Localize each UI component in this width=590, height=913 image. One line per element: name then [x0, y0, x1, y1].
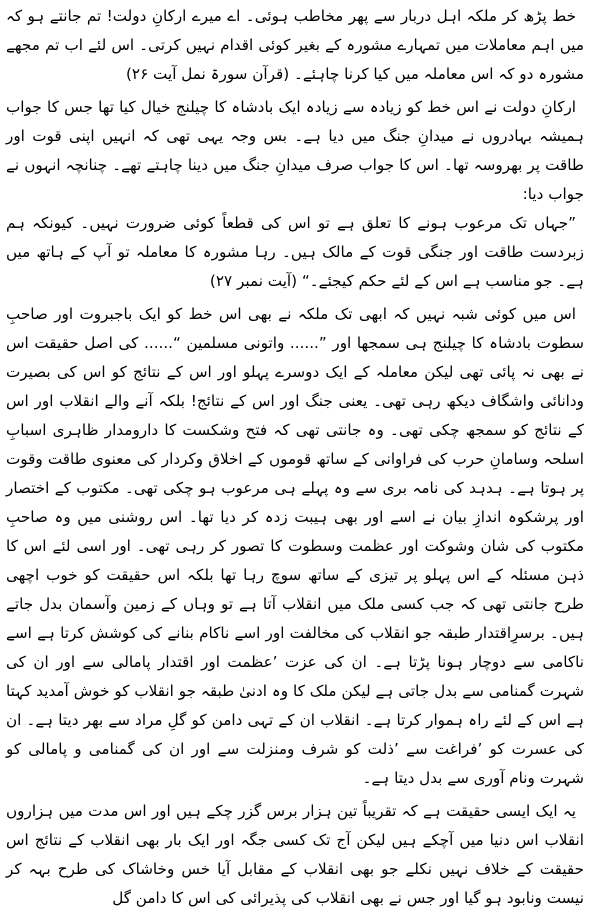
paragraph-ministers-reply-quote: ”جہاں تک مرعوب ہونے کا تعلق ہے تو اس کی قطعاً کوئی ضرورت نہیں۔ کیونکہ ہم زبردست طاقت اور جنگی قوت کے مالک ہیں۔ رہا مشورہ کا معاملہ تو آپ کے ہاتھ میں ہے۔ جو مناسب ہے اس کے لئے حکم کیجئے۔“ (آیت نمبر ۲۷)	[6, 214, 584, 290]
paragraph-queen-insight: اس میں کوئی شبہ نہیں کہ ابھی تک ملکہ نے بھی اس خط کو ایک باجبروت اور صاحبِ سطوت بادشاہ کا چیلنج ہی سمجھا اور ”...... واتونی مسلمین “...... کی اصل حقیقت اس نے بھی نہ پائی تھی لیکن معاملہ کے ایک دوسرے پہلو اور اس کے نتائج کو اس کی بصیرت ودانائی واشگاف دیکھ رہی تھی۔ یعنی جنگ اور اس کے نتائج! بلکہ آنے والے انقلاب اور اس کے نتائج کو سمجھ چکی تھی۔ وہ جانتی تھی کہ فتح وشکست کا دارومدار ظاہری اسبابِ اسلحہ وسامانِ حرب کی فراوانی کے ساتھ قوموں کے اخلاق وکردار کی معنوی طاقت وقوت پر ہوتا ہے۔ ہدہد کی نامہ بری سے وہ پہلے ہی مرعوب ہو چکی تھی۔ مکتوب کے اختصار اور پرشکوہ اندازِ بیان نے اسے اور بھی ہیبت زدہ کر دیا تھا۔ اس روشنی میں وہ صاحبِ مکتوب کی شان وشوکت اور عظمت وسطوت کا تصور کر رہی تھی۔ اور اسی لئے اس کا ذہن مسئلہ کے اس پہلو پر تیزی کے ساتھ سوچ رہا تھا بلکہ اس حقیقت کو خوب اچھی طرح جانتی تھی کہ جب کسی ملک میں انقلاب آتا ہے تو وہاں کے زمین وآسمان بدل جاتے ہیں۔ برسرِاقتدار طبقہ جو انقلاب کی مخالفت اور اسے ناکام بنانے کی کوشش کرتا ہے اسے ناکامی سے دوچار ہونا پڑتا ہے۔ ان کی عزت ’عظمت اور اقتدار پامالی سے اور ان کی شہرت گمنامی سے بدل جاتی ہے لیکن ملک کا وہ ادنیٰ طبقہ جو انقلاب کو خوش آمدید کہتا ہے اس کے لئے راہ ہموار کرتا ہے۔ انقلاب ان کے تہی دامن کو گلِ مراد سے بھر دیتا ہے۔ ان کی عسرت کو ’فراغت سے ’ذلت کو شرف ومنزلت سے اور ان کی گمنامی و پامالی کو شہرت ونام آوری سے بدل دیتا ہے۔	[6, 305, 584, 787]
paragraph-queen-address: خط پڑھ کر ملکہ اہل دربار سے پھر مخاطب ہوئی۔ اے میرے ارکانِ دولت! تم جانتے ہو کہ میں اہم معاملات میں تمہارے مشورہ کے بغیر کوئی اقدام نہیں کرتی۔ اس لئے اب تم مجھے مشورہ دو کہ اس معاملہ میں کیا کرنا چاہئے۔ (قرآن سورۃ نمل آیت ۲۶)	[6, 7, 584, 83]
document-page	[6, 2, 584, 907]
paragraph-revolution-truth: یہ ایک ایسی حقیقت ہے کہ تقریباً تین ہزار برس گزر چکے ہیں اور اس مدت میں ہزاروں انقلاب اس دنیا میں آچکے ہیں لیکن آج تک کسی جگہ اور ایک بار بھی انقلاب کے نتائج اس حقیقت کے خلاف نہیں نکلے جو بھی انقلاب کے مقابل آیا خس وخاشاک کی طرح بہہ کر نیست ونابود ہو گیا اور جس نے بھی انقلاب کی پذیرائی کی اس کا دامن گل	[6, 802, 584, 907]
paragraph-ministers-view: ارکانِ دولت نے اس خط کو زیادہ سے زیادہ ایک بادشاہ کا چیلنج خیال کیا تھا جس کا جواب ہمیشہ بہادروں نے میدانِ جنگ میں دیا ہے۔ بس وجہ یہی تھی کہ انہیں اپنی قوت اور طاقت پر بھروسہ تھا۔ اس کا جواب صرف میدانِ جنگ میں دینا چاہتے تھے۔ چنانچہ انہوں نے جواب دیا:	[6, 98, 584, 203]
